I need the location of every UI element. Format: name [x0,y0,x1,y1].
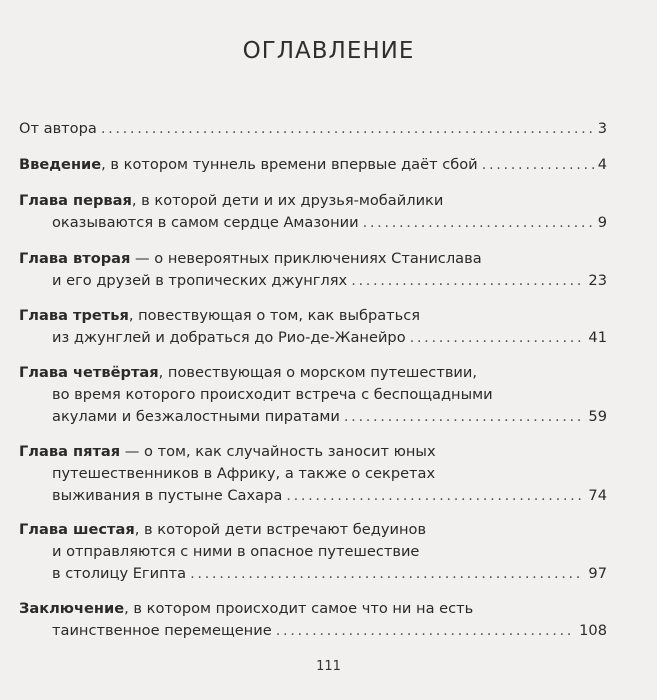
entry-text: , повествующая о том, как выбраться [128,307,421,324]
toc-entry-chapter-6 [19,519,607,585]
entry-page-number: 3 [597,120,607,137]
entry-page-number: 59 [588,408,607,425]
toc-entry-chapter-1 [19,190,607,234]
dot-leader [190,563,584,585]
entry-text: — о том, как случайность заносит юных [120,443,436,460]
entry-text: — о невероятных приключениях Станислава [130,250,482,267]
entry-page-number: 9 [597,214,607,231]
entry-text: , в котором происходит самое что ни на есть [124,600,474,617]
entry-bold-label: Заключение [19,600,125,617]
entry-page-number: 41 [588,329,607,346]
toc-entry-foreword [19,118,607,140]
page-title: ОГЛАВЛЕНИЕ [242,38,415,64]
entry-text: , в которой дети встречают бедуинов [134,521,427,538]
entry-page-number: 4 [597,156,607,173]
toc-entry-introduction [19,154,607,176]
entry-text: , повествующая о морском путешествии, [158,364,478,381]
entry-text: в столицу Египта [52,565,187,582]
dot-leader [276,620,575,642]
entry-text: , в которой дети и их друзья-мобайлики [131,192,444,209]
entry-bold-label: Глава первая [19,192,132,209]
dot-leader [286,485,584,507]
entry-text: акулами и безжалостными пиратами [52,408,340,425]
entry-page-number: 74 [588,487,607,504]
entry-bold-label: Глава третья [19,307,129,324]
toc-entry-conclusion [19,598,607,642]
page-footer-number: 111 [316,659,341,674]
dot-leader [101,118,594,140]
entry-text: От автора [19,120,97,137]
entry-page-number: 97 [588,565,607,582]
toc-entry-chapter-2 [19,248,607,292]
dot-leader [482,154,594,176]
entry-bold-label: Глава четвёртая [19,364,159,381]
dot-leader [344,406,585,428]
entry-bold-label: Введение [19,156,102,173]
toc-entry-chapter-3 [19,305,607,349]
toc-entry-chapter-4 [19,362,607,428]
entry-text: во время которого происходит встреча с беспощадными [52,386,493,403]
entry-text: и отправляются с ними в опасное путешествие [52,543,420,560]
entry-text: оказываются в самом сердце Амазонии [52,214,359,231]
dot-leader [351,270,584,292]
entry-bold-label: Глава вторая [19,250,131,267]
entry-page-number: 23 [588,272,607,289]
dot-leader [410,327,585,349]
entry-bold-label: Глава пятая [19,443,121,460]
entry-text: таинственное перемещение [52,622,272,639]
entry-text: из джунглей и добраться до Рио-де-Жанейро [52,329,406,346]
dot-leader [363,212,594,234]
entry-bold-label: Глава шестая [19,521,135,538]
toc-entry-chapter-5 [19,441,607,507]
entry-text: и его друзей в тропических джунглях [52,272,348,289]
entry-text: выживания в пустыне Сахара [52,487,283,504]
entry-text: , в котором туннель времени впервые даёт сбой [101,156,478,173]
entry-text: путешественников в Африку, а также о секретах [52,465,436,482]
entry-page-number: 108 [579,622,607,639]
